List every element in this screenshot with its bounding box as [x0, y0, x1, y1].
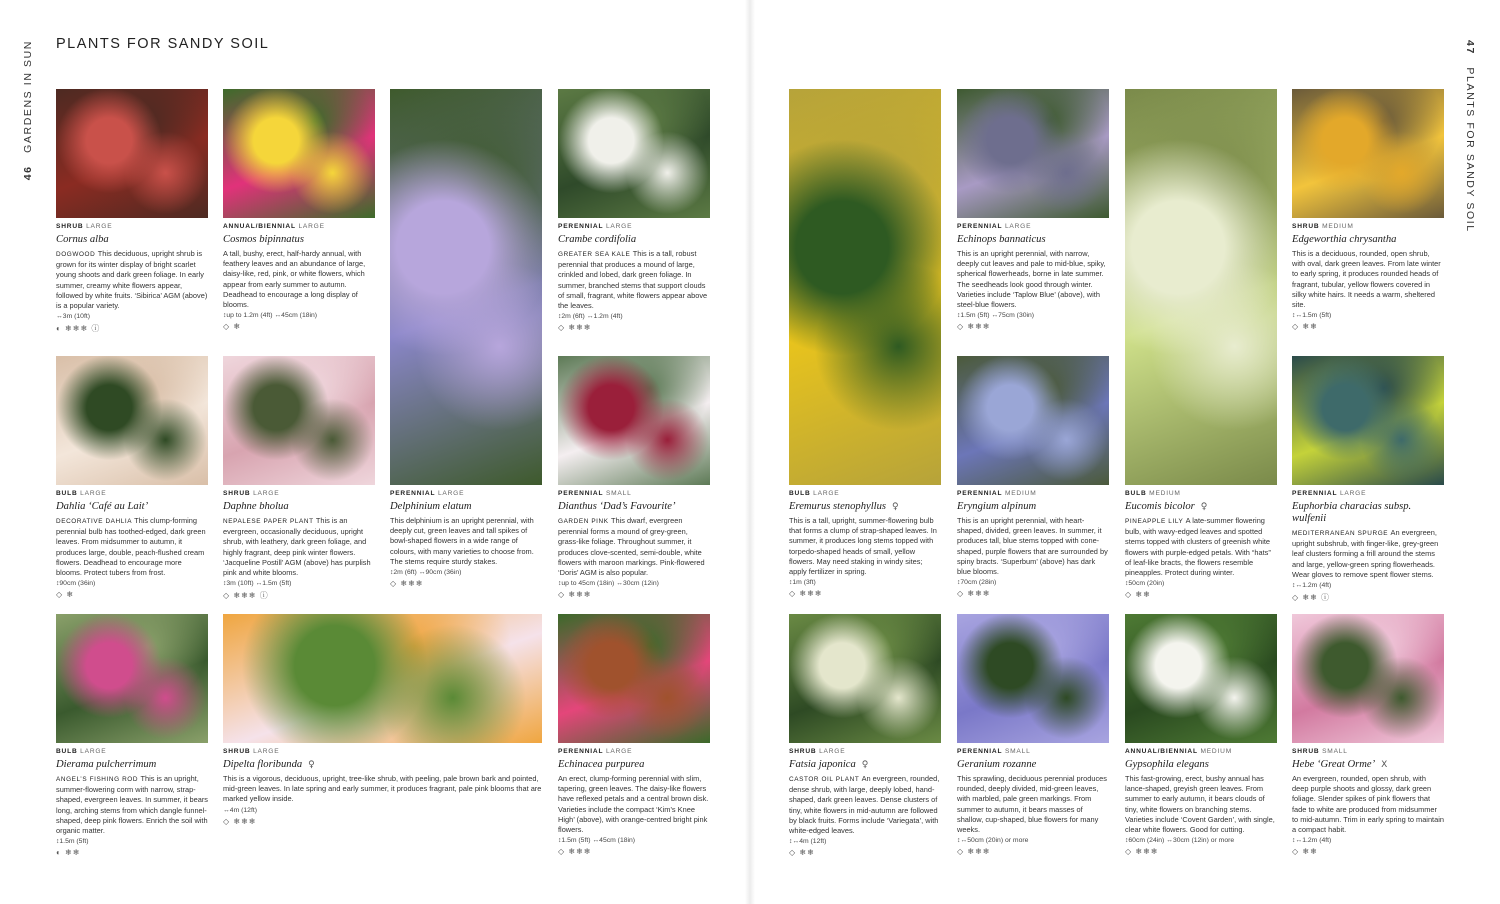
plant-category — [56, 748, 208, 755]
award-icon: ♀ — [308, 760, 315, 770]
plant-name — [957, 759, 1109, 771]
plant-photo — [56, 89, 208, 218]
plant-category — [1125, 490, 1277, 497]
description-text: This is a deciduous, rounded, open shrub, with oval, dark green leaves. From late winter to early spring, it produces rounded heads of fragrant, tubular, yellow flowers covered in silky white hairs. It needs a warm, sheltered site. — [1292, 249, 1441, 310]
care-symbols-icon: ◇ ❄❄❄ — [789, 589, 823, 599]
plant-card — [223, 89, 375, 331]
plant-category — [223, 748, 542, 755]
plant-size: LARGE — [810, 490, 840, 497]
plant-dimensions: ↕↔1.2m (4ft) — [1292, 837, 1332, 845]
page-title: PLANTS FOR SANDY SOIL — [56, 36, 270, 52]
plant-description — [223, 516, 375, 578]
plant-size: LARGE — [816, 748, 846, 755]
plant-photo — [957, 356, 1109, 485]
plant-category — [1292, 748, 1444, 755]
plant-dimensions: ↕up to 1.2m (4ft) ↔45cm (18in) — [223, 312, 318, 320]
care-symbols-icon: ◇ ❄❄❄ — [558, 590, 592, 600]
plant-card — [558, 356, 710, 599]
description-text: A late-summer flowering bulb, with wavy-edged leaves and spotted stems topped with clusters of greenish white flowers with purple-edged petals. With “hats” of leaf-like bracts, the flowers resemble pineapples. Protect during winter. — [1125, 516, 1271, 578]
description-text: This is a vigorous, deciduous, upright, tree-like shrub, with peeling, pale brown bark and pointed, mid-green leaves. In late spring and early summer, it produces fragrant, pale pink blooms that are marked yellow inside. — [223, 774, 542, 804]
plant-type: SHRUB — [223, 748, 251, 755]
description-text: An evergreen, rounded, open shrub, with deep purple shoots and glossy, dark green foliage. Slender spikes of pink flowers that fade to white are produced from midsummer to mid-autumn. Trim in early spring to maintain a compact habit. — [1292, 774, 1444, 835]
plant-photo — [1125, 614, 1277, 743]
plant-name-text: Dahlia ‘Café au Lait’ — [56, 501, 149, 512]
common-name: ANGEL’S FISHING ROD — [56, 776, 141, 783]
plant-category — [957, 223, 1109, 230]
plant-description — [558, 774, 710, 835]
award-icon: ♀ — [1200, 502, 1208, 512]
plant-category — [558, 223, 710, 230]
left-running-head — [22, 40, 34, 180]
plant-name — [789, 759, 941, 771]
plant-name — [390, 501, 542, 513]
plant-dimensions: ↕↔1.2m (4ft) — [1292, 582, 1332, 590]
plant-description — [56, 774, 208, 836]
plant-type: ANNUAL/BIENNIAL — [223, 223, 296, 230]
plant-description — [1292, 774, 1444, 835]
common-name: DECORATIVE DAHLIA — [56, 518, 135, 525]
plant-name — [56, 759, 208, 771]
plant-name-text: Hebe ‘Great Orme’ — [1292, 759, 1376, 770]
description-text: An evergreen, rounded, dense shrub, with large, deeply lobed, hand-shaped, dark green leaves. Dense clusters of tiny, white flowers in mid-autumn are followed by black fruits. Forms include ‘Variegata’, with white-edged leaves. — [789, 774, 940, 836]
plant-name-text: Eremurus stenophyllus — [789, 501, 887, 512]
plant-name-text: Echinops bannaticus — [957, 234, 1046, 245]
plant-type: PERENNIAL — [558, 223, 604, 230]
plant-size: LARGE — [603, 223, 633, 230]
plant-type: SHRUB — [223, 490, 251, 497]
care-symbols-icon: ◇ ❄❄❄ — [558, 847, 592, 857]
plant-name-text: Euphorbia characias subsp. wulfenii — [1292, 501, 1412, 524]
plant-description — [558, 249, 710, 311]
plant-description — [1125, 516, 1277, 578]
plant-name-text: Delphinium elatum — [390, 501, 472, 512]
plant-type: ANNUAL/BIENNIAL — [1125, 748, 1198, 755]
description-text: This sprawling, deciduous perennial produces rounded, deeply divided, mid-green leaves, with marbled, pale green markings. From summer to autumn, it bears masses of shallow, cup-shaped, blue flowers for many weeks. — [957, 774, 1107, 835]
plant-size: LARGE — [250, 490, 280, 497]
plant-size: MEDIUM — [1197, 748, 1232, 755]
plant-type: PERENNIAL — [558, 748, 604, 755]
plant-card — [223, 356, 375, 601]
plant-photo — [558, 356, 710, 485]
description-text: This dwarf, evergreen perennial forms a mound of grey-green, grass-like foliage. Throughout summer, it produces clove-scented, semi-double, white flowers with maroon markings. Pink-flowered ‘Doris’ AGM is also popular. — [558, 516, 705, 578]
plant-dimensions: ↔3m (10ft) — [56, 313, 90, 321]
plant-type: PERENNIAL — [1292, 490, 1338, 497]
plant-photo — [56, 356, 208, 485]
plant-name — [56, 501, 208, 513]
plant-description — [957, 516, 1109, 577]
care-symbols-icon: ◇ ❄❄ ⓘ — [1292, 593, 1331, 603]
plant-name — [223, 759, 542, 771]
plant-category — [957, 748, 1109, 755]
plant-size: SMALL — [1319, 748, 1348, 755]
plant-description — [957, 249, 1109, 310]
plant-category — [390, 490, 542, 497]
plant-type: PERENNIAL — [390, 490, 436, 497]
description-text: An erect, clump-forming perennial with slim, tapering, green leaves. The daisy-like flowers have reflexed petals and a central brown disk. Varieties include the compact ‘Kim’s Knee High’ (above), with orange-centred bright pink flowers. — [558, 774, 709, 835]
plant-dimensions: ↕1.5m (5ft) ↔75cm (30in) — [957, 312, 1035, 320]
plant-card — [558, 614, 710, 856]
plant-size: LARGE — [603, 748, 633, 755]
care-symbols-icon: ◇ ❄❄❄ — [957, 847, 991, 857]
plant-category — [1125, 748, 1277, 755]
description-text: This is an upright perennial, with narrow, deeply cut leaves and pale to mid-blue, spiky, spherical flowerheads, borne in late summer. The seedheads look good through winter. Varieties include ‘Taplow Blue’ (above), with steel-blue flowers. — [957, 249, 1106, 310]
plant-size: LARGE — [77, 748, 107, 755]
common-name: CASTOR OIL PLANT — [789, 776, 862, 783]
plant-card — [1292, 89, 1444, 331]
plant-photo — [1292, 614, 1444, 743]
care-symbols-icon: ◇ ❄❄❄ — [1125, 847, 1159, 857]
plant-name — [558, 759, 710, 771]
plant-size: SMALL — [1002, 748, 1031, 755]
description-text: This clump-forming perennial bulb has toothed-edged, dark green leaves. From midsummer to autumn, it produces large, double, peach-flushed cream flowers. Deadhead to encourage more blooms. Protect tubers from frost. — [56, 516, 206, 578]
plant-name — [1292, 501, 1444, 525]
plant-dimensions: ↕50cm (20in) — [1125, 580, 1165, 588]
plant-photo — [789, 614, 941, 743]
plant-category — [558, 748, 710, 755]
plant-name-text: Gypsophila elegans — [1125, 759, 1209, 770]
plant-type: PERENNIAL — [558, 490, 604, 497]
plant-name — [1125, 501, 1277, 513]
plant-size: LARGE — [77, 490, 107, 497]
care-symbols-icon: ◇ ❄ — [56, 590, 75, 600]
plant-name-text: Dierama pulcherrimum — [56, 759, 157, 770]
plant-name-text: Geranium rozanne — [957, 759, 1037, 770]
plant-type: BULB — [789, 490, 811, 497]
plant-name — [957, 501, 1109, 513]
plant-dimensions: ↕up to 45cm (18in) ↔30cm (12in) — [558, 580, 659, 588]
plant-photo — [56, 614, 208, 743]
common-name: GREATER SEA KALE — [558, 251, 633, 258]
plant-dimensions: ↕↔50cm (20in) or more — [957, 837, 1029, 845]
plant-dimensions: ↔4m (12ft) — [223, 806, 257, 814]
care-symbols-icon: ◇ ❄ — [223, 322, 242, 332]
plant-category — [56, 223, 208, 230]
care-symbols-icon: ◇ ❄❄ — [1292, 847, 1318, 857]
plant-name-text: Fatsia japonica — [789, 759, 856, 770]
plant-card — [957, 614, 1109, 856]
common-name: NEPALESE PAPER PLANT — [223, 518, 316, 525]
plant-size: LARGE — [83, 223, 113, 230]
description-text: This is an upright perennial, with heart-shaped, divided, green leaves. In summer, it produces tall, blue stems topped with cone-shaped, purple flowers that are surrounded by spiny bracts. ‘Superbum’ (above) has dark blue blooms. — [957, 516, 1108, 577]
right-page-number: 47 — [1464, 40, 1476, 55]
plant-category — [789, 490, 941, 497]
plant-dimensions: ↕↔1.5m (5ft) — [1292, 312, 1332, 320]
common-name: MEDITERRANEAN SPURGE — [1292, 530, 1391, 537]
plant-category — [223, 490, 375, 497]
plant-photo — [390, 89, 542, 485]
plant-dimensions: ↕1m (3ft) — [789, 579, 816, 587]
plant-name-text: Daphne bholua — [223, 501, 289, 512]
plant-type: PERENNIAL — [957, 223, 1003, 230]
description-text: An evergreen, upright subshrub, with finger-like, grey-green leaf clusters forming a frill around the stems and large, yellow-green spring flowerheads. Wear gloves to remove spent flower stems. — [1292, 528, 1439, 579]
award-icon: ♀ — [861, 760, 869, 770]
plant-card — [390, 89, 542, 588]
plant-card — [56, 614, 208, 857]
plant-description — [1125, 774, 1277, 835]
plant-name — [558, 234, 710, 246]
plant-photo — [957, 89, 1109, 218]
plant-description — [56, 249, 208, 311]
plant-description — [223, 249, 375, 310]
plant-description — [1292, 528, 1444, 580]
plant-size: LARGE — [1337, 490, 1367, 497]
plant-type: BULB — [56, 490, 78, 497]
common-name: GARDEN PINK — [558, 518, 612, 525]
plant-description — [1292, 249, 1444, 310]
plant-dimensions: ↕3m (10ft) ↔1.5m (5ft) — [223, 580, 292, 588]
plant-dimensions: ↕2m (6ft) ↔90cm (36in) — [390, 569, 462, 577]
plant-card — [789, 614, 941, 857]
plant-name-text: Eryngium alpinum — [957, 501, 1037, 512]
plant-size: LARGE — [295, 223, 325, 230]
plant-type: PERENNIAL — [957, 748, 1003, 755]
plant-name-text: Edgeworthia chrysantha — [1292, 234, 1397, 245]
plant-type: SHRUB — [789, 748, 817, 755]
plant-name-text: Cosmos bipinnatus — [223, 234, 304, 245]
care-symbols-icon: ◇ ❄❄❄ — [390, 579, 424, 589]
care-symbols-icon: ◇ ❄❄❄ — [957, 322, 991, 332]
care-symbols-icon: ◇ ❄❄❄ — [223, 816, 257, 826]
common-name: DOGWOOD — [56, 251, 98, 258]
plant-card — [558, 89, 710, 332]
plant-photo — [223, 356, 375, 485]
plant-name-text: Dipelta floribunda — [223, 759, 303, 770]
care-symbols-icon: ◇ ❄❄❄ — [558, 323, 592, 333]
plant-name — [223, 501, 375, 513]
plant-dimensions: ↕70cm (28in) — [957, 579, 997, 587]
plant-name — [56, 234, 208, 246]
plant-dimensions: ↕↔4m (12ft) — [789, 838, 827, 846]
plant-size: LARGE — [435, 490, 465, 497]
plant-type: BULB — [1125, 490, 1147, 497]
plant-photo — [223, 614, 542, 743]
description-text: This is an upright, summer-flowering corm with narrow, strap-shaped, evergreen leaves. In summer, it bears long, arching stems from which dangle funnel-shaped, deep pink flowers. Enrich the soil with organic matter. — [56, 774, 208, 836]
plant-name-text: Eucomis bicolor — [1125, 501, 1195, 512]
plant-dimensions: ↕90cm (36in) — [56, 580, 96, 588]
plant-name — [1125, 759, 1277, 771]
award-icon: X — [1381, 760, 1388, 770]
right-section-title: PLANTS FOR SANDY SOIL — [1464, 67, 1476, 233]
plant-card — [957, 89, 1109, 331]
plant-description — [223, 774, 542, 805]
care-symbols-icon: ◐ ❄❄❄ ⓘ — [56, 324, 101, 334]
plant-type: BULB — [56, 748, 78, 755]
plant-name — [1292, 759, 1444, 771]
plant-description — [957, 774, 1109, 835]
description-text: This delphinium is an upright perennial, with deeply cut, green leaves and tall spikes of bowl-shaped flowers in a wide range of colours, with many varieties to choose from. The stems require sturdy stakes. — [390, 516, 534, 566]
description-text: A tall, bushy, erect, half-hardy annual, with feathery leaves and an abundance of large, daisy-like, red, pink, or white flowers, which appear from early summer to autumn. Deadhead to encourage a long display of blooms. — [223, 249, 366, 310]
plant-photo — [1292, 356, 1444, 485]
plant-description — [789, 516, 941, 577]
care-symbols-icon: ◇ ❄❄ — [789, 848, 815, 858]
care-symbols-icon: ◇ ❄❄ — [1125, 590, 1151, 600]
plant-card — [223, 614, 542, 826]
plant-category — [957, 490, 1109, 497]
left-section-title: GARDENS IN SUN — [22, 40, 34, 153]
plant-photo — [558, 89, 710, 218]
plant-name — [223, 234, 375, 246]
plant-type: SHRUB — [1292, 748, 1320, 755]
plant-type: SHRUB — [1292, 223, 1320, 230]
plant-size: SMALL — [603, 490, 632, 497]
plant-dimensions: ↕1.5m (5ft) — [56, 838, 89, 846]
plant-category — [558, 490, 710, 497]
plant-card — [1292, 614, 1444, 856]
plant-description — [56, 516, 208, 578]
plant-description — [789, 774, 941, 836]
plant-photo — [1125, 89, 1277, 485]
plant-name — [1292, 234, 1444, 246]
plant-card — [1125, 89, 1277, 599]
plant-size: MEDIUM — [1002, 490, 1037, 497]
care-symbols-icon: ◇ ❄❄❄ ⓘ — [223, 591, 269, 601]
plant-type: SHRUB — [56, 223, 84, 230]
plant-name — [789, 501, 941, 513]
plant-description — [390, 516, 542, 567]
plant-card — [1292, 356, 1444, 603]
plant-category — [56, 490, 208, 497]
plant-size: LARGE — [1002, 223, 1032, 230]
description-text: This is an evergreen, occasionally deciduous, upright shrub, with leathery, dark green foliage, and highly fragrant, deep pink winter flowers. ‘Jacqueline Postill’ AGM (above) has purplish pink and white blooms. — [223, 516, 371, 578]
plant-photo — [957, 614, 1109, 743]
plant-photo — [1292, 89, 1444, 218]
plant-category — [789, 748, 941, 755]
award-icon: ♀ — [892, 502, 899, 512]
plant-dimensions: ↕1.5m (5ft) ↔45cm (18in) — [558, 837, 636, 845]
plant-category — [223, 223, 375, 230]
plant-name — [957, 234, 1109, 246]
plant-category — [1292, 490, 1444, 497]
description-text: This fast-growing, erect, bushy annual has lance-shaped, greyish green leaves. From summer to early autumn, it bears clouds of tiny, white flowers on branching stems. Varieties include ‘Covent Garden’, with single, clear white flowers. Good for cutting. — [1125, 774, 1275, 835]
plant-dimensions: ↕60cm (24in) ↔30cm (12in) or more — [1125, 837, 1235, 845]
plant-photo — [789, 89, 941, 485]
left-page-number: 46 — [22, 165, 34, 181]
plant-name-text: Cornus alba — [56, 234, 109, 245]
plant-size: MEDIUM — [1146, 490, 1181, 497]
care-symbols-icon: ◐ ❄❄ — [56, 848, 81, 858]
plant-name-text: Echinacea purpurea — [558, 759, 645, 770]
book-gutter — [745, 0, 755, 904]
plant-dimensions: ↕2m (6ft) ↔1.2m (4ft) — [558, 313, 623, 321]
plant-category — [1292, 223, 1444, 230]
description-text: This deciduous, upright shrub is grown for its winter display of bright scarlet young shoots and dark green foliage. In early summer, creamy white flowers appear, followed by white fruits. ‘Sibirica’ AGM (above) is a popular variety. — [56, 249, 208, 311]
plant-card — [957, 356, 1109, 598]
right-running-head — [1464, 40, 1476, 233]
common-name: PINEAPPLE LILY — [1125, 518, 1186, 525]
description-text: This is a tall, upright, summer-flowering bulb that forms a clump of strap-shaped leaves. In summer, it produces long stems topped with torpedo-shaped heads of small, yellow flowers. May need staking in windy sites; apply fertilizer in spring. — [789, 516, 937, 577]
plant-card — [56, 89, 208, 334]
plant-size: LARGE — [250, 748, 280, 755]
plant-card — [789, 89, 941, 598]
description-text: This is a tall, robust perennial that produces a mound of large, crinkled and lobed, dark green foliage. In summer, branched stems that support clouds of small, fragrant, white flowers appear above the leaves. — [558, 249, 708, 311]
plant-card — [56, 356, 208, 599]
plant-size: MEDIUM — [1319, 223, 1354, 230]
care-symbols-icon: ◇ ❄❄ — [1292, 322, 1318, 332]
plant-name-text: Crambe cordifolia — [558, 234, 637, 245]
plant-type: PERENNIAL — [957, 490, 1003, 497]
plant-name-text: Dianthus ‘Dad’s Favourite’ — [558, 501, 676, 512]
plant-photo — [558, 614, 710, 743]
plant-description — [558, 516, 710, 578]
plant-card — [1125, 614, 1277, 856]
plant-photo — [223, 89, 375, 218]
care-symbols-icon: ◇ ❄❄❄ — [957, 589, 991, 599]
plant-name — [558, 501, 710, 513]
